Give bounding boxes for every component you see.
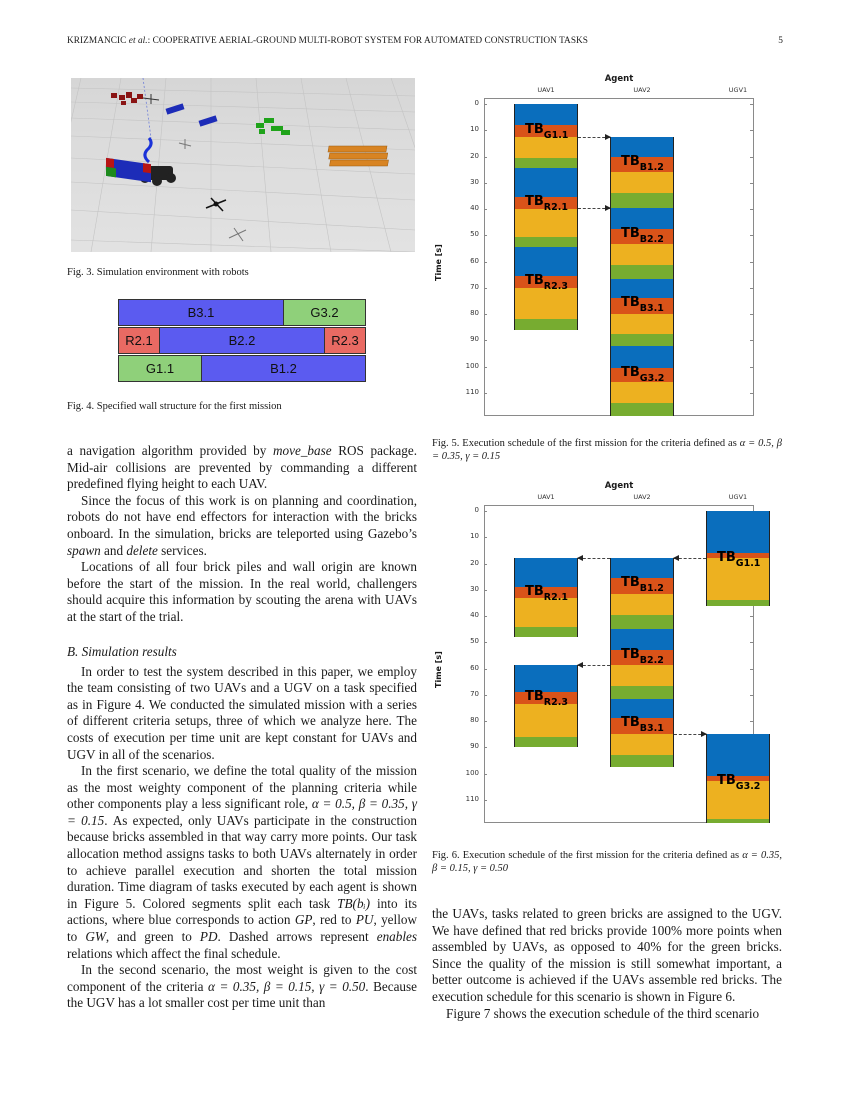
y-tick-label: 30	[470, 177, 479, 186]
segment-pd	[611, 686, 673, 699]
y-tick-label: 0	[474, 506, 479, 514]
y-tick-label: 10	[470, 532, 479, 541]
enables-arrow	[674, 558, 706, 559]
task-label: $TB_{G1.1}$	[525, 122, 569, 141]
y-tick-mark-right	[750, 288, 753, 289]
fig6-chart	[430, 481, 790, 831]
y-tick-label: 60	[470, 663, 479, 672]
y-tick-mark	[484, 695, 487, 696]
task-block-g1-1	[514, 104, 578, 168]
brick-r2-3: R2.3	[324, 327, 366, 354]
task-label: $TB_{R2.1}$	[525, 194, 568, 214]
task-label: $TB_{G1.1}$	[717, 550, 761, 569]
segment-pd	[611, 755, 673, 767]
arrowhead-icon	[673, 555, 679, 561]
y-tick-label: 90	[470, 335, 479, 344]
fig3-simulation-image	[71, 78, 415, 252]
y-tick-label: 100	[465, 361, 479, 370]
y-tick-mark-right	[750, 157, 753, 158]
y-tick-label: 20	[470, 558, 479, 567]
paragraph: Since the focus of this work is on planning and coordination, robots do not have end effectors for interaction with the bricks onboard. In the simulation, bricks are teleported using Gazebo’s spawn and delete services.	[67, 492, 417, 558]
right-column-text	[432, 906, 782, 1022]
fig5-chart	[430, 74, 790, 424]
y-tick-mark-right	[750, 235, 753, 236]
y-tick-mark	[484, 616, 487, 617]
paragraph: Figure 7 shows the execution schedule of the third scenario	[446, 1005, 760, 1021]
task-label: $TB_{B1.2}$	[621, 574, 664, 594]
y-tick-mark	[484, 747, 487, 748]
brick-b1-2: B1.2	[201, 355, 366, 382]
segment-gw	[611, 665, 673, 686]
enables-arrow	[578, 558, 610, 559]
y-tick-mark	[484, 774, 487, 775]
y-tick-label: 50	[470, 637, 479, 646]
segment-gw	[611, 314, 673, 334]
task-label: $TB_{G3.2}$	[717, 773, 761, 793]
y-tick-mark	[484, 590, 487, 591]
segment-gp	[515, 558, 577, 587]
task-block-g3-2	[706, 734, 770, 823]
segment-pd	[611, 265, 673, 278]
brick-g3-2: G3.2	[283, 299, 366, 326]
segment-pd	[515, 627, 577, 638]
paragraph: Locations of all four brick piles and wall origin are known before the start of the mission. In the real world, challengers should acquire this information by scouting the arena with UAVs at the start of the trial.	[67, 559, 417, 624]
y-tick-mark	[484, 130, 487, 131]
y-tick-mark-right	[750, 183, 753, 184]
y-axis-label: Time [s]	[434, 651, 443, 688]
y-tick-mark	[484, 104, 487, 105]
y-tick-mark-right	[750, 616, 753, 617]
fig4-wall-structure	[118, 299, 366, 383]
task-label: $TB_{B2.2}$	[621, 225, 664, 245]
y-tick-mark-right	[750, 669, 753, 670]
y-tick-mark	[484, 642, 487, 643]
segment-gw	[611, 594, 673, 615]
y-tick-label: 70	[470, 282, 479, 291]
y-tick-mark-right	[750, 695, 753, 696]
task-block-b1-2	[610, 137, 674, 208]
enables-arrow	[578, 137, 610, 138]
y-tick-mark-right	[750, 130, 753, 131]
task-block-r2-1	[514, 168, 578, 247]
x-axis-title: Agent	[604, 74, 634, 84]
y-tick-label: 90	[470, 742, 479, 751]
segment-gw	[611, 734, 673, 755]
task-block-r2-3	[514, 665, 578, 748]
task-label: $TB_{B1.2}$	[621, 153, 664, 173]
y-tick-mark-right	[750, 209, 753, 210]
y-tick-mark	[484, 537, 487, 538]
task-label: $TB_{R2.3}$	[525, 272, 568, 292]
task-block-b3-1	[610, 699, 674, 767]
y-tick-mark-right	[750, 367, 753, 368]
arrowhead-icon	[577, 555, 583, 561]
y-tick-mark-right	[750, 642, 753, 643]
agent-label-ugv1: UGV1	[728, 86, 748, 94]
y-tick-mark	[484, 367, 487, 368]
y-tick-mark	[484, 669, 487, 670]
segment-gw	[611, 172, 673, 193]
brick-b3-1: B3.1	[118, 299, 284, 326]
enables-arrow	[578, 208, 610, 209]
segment-pd	[611, 193, 673, 207]
agent-label-ugv1: UGV1	[728, 493, 748, 501]
paragraph: In the second scenario, the most weight is given to the cost component of the criteria α = 0.35, β = 0.15, γ = 0.50. Because the UGV has a lot smaller cost per time unit than	[67, 962, 418, 1011]
y-tick-label: 110	[465, 794, 479, 803]
segment-pd	[707, 819, 769, 823]
task-block-r2-3	[514, 247, 578, 330]
y-tick-label: 60	[470, 256, 479, 265]
y-tick-label: 40	[470, 204, 479, 212]
task-block-b2-2	[610, 629, 674, 699]
task-label: $TB_{B3.1}$	[621, 715, 664, 735]
gazebo-scene-illustration	[71, 78, 415, 252]
paragraph: In the first scenario, we define the total quality of the mission as the most weighty component of the planning criteria while other components play a less significant role, α = 0.5, β = 0.35, γ = 0.15. As expected, only UAVs participate in the construction because bricks assembled in that way carry more points. Our task allocation method assigns tasks to both UAVs alternately in order to achieve parallel execution and shorten the total mission duration. Time diagram of tasks executed by each agent is shown in Figure 5. Colored segments split each task TB(bᵢ) into its actions, where blue corresponds to action GP, red to PU, yellow to GW, and green to PD. Dashed arrows represent enables relations which affect the final schedule.	[67, 763, 418, 961]
paragraph: a navigation algorithm provided by move_base ROS package. Mid-air collisions are prevented by commanding a different predefined flying height to each UAV.	[67, 443, 417, 492]
enables-arrow	[578, 665, 610, 666]
y-tick-mark-right	[750, 314, 753, 315]
y-tick-mark	[484, 209, 487, 210]
y-tick-label: 100	[465, 768, 479, 777]
x-axis-title: Agent	[604, 481, 634, 491]
y-tick-mark-right	[750, 340, 753, 341]
y-tick-label: 80	[470, 309, 479, 317]
running-head	[67, 36, 783, 46]
segment-pd	[611, 615, 673, 629]
page-number: 5	[778, 36, 783, 46]
arrowhead-icon	[605, 205, 611, 211]
task-block-b3-1	[610, 279, 674, 346]
segment-gp	[515, 168, 577, 197]
task-label: $TB_{G3.2}$	[621, 364, 665, 384]
task-label: $TB_{R2.3}$	[525, 689, 568, 709]
paragraph: In order to test the system described in this paper, we employ the team consisting of two UAVs and a UGV on a task specified as in Figure 4. We conducted the simulated mission with a series of different criteria setups, three of which we analyze here. The costs of execution per time unit are kept constant for UAVs and UGV in all of the scenarios.	[67, 663, 417, 762]
brick-b2-2: B2.2	[159, 327, 325, 354]
y-tick-mark-right	[750, 104, 753, 105]
y-tick-mark	[484, 262, 487, 263]
y-tick-mark	[484, 721, 487, 722]
y-tick-label: 80	[470, 716, 479, 724]
brick-r2-1: R2.1	[118, 327, 160, 354]
arrowhead-icon	[577, 662, 583, 668]
segment-pd	[611, 403, 673, 416]
segment-gp	[707, 734, 769, 776]
left-column-text	[67, 443, 417, 1012]
segment-pd	[515, 237, 577, 248]
segment-pd	[707, 600, 769, 605]
y-tick-mark-right	[750, 393, 753, 394]
y-tick-mark	[484, 393, 487, 394]
y-tick-mark	[484, 314, 487, 315]
segment-gw	[515, 704, 577, 737]
fig3-caption: Fig. 3. Simulation environment with robots	[67, 267, 249, 278]
segment-gw	[611, 382, 673, 403]
y-tick-mark	[484, 340, 487, 341]
task-block-g3-2	[610, 346, 674, 417]
enables-arrow	[674, 734, 706, 735]
segment-pd	[515, 158, 577, 169]
segment-gp	[515, 665, 577, 693]
y-tick-label: 50	[470, 230, 479, 239]
y-tick-mark-right	[750, 721, 753, 722]
running-title: KRIZMANCIC et al.: COOPERATIVE AERIAL-GROUND MULTI-ROBOT SYSTEM FOR AUTOMATED CONSTRUCTION TASKS	[67, 36, 589, 46]
y-tick-mark	[484, 235, 487, 236]
y-tick-label: 20	[470, 151, 479, 160]
fig5-caption: Fig. 5. Execution schedule of the first mission for the criteria defined as α = 0.5, β = 0.35, γ = 0.15	[432, 438, 782, 462]
arrowhead-icon	[605, 134, 611, 140]
task-block-r2-1	[514, 558, 578, 637]
task-label: $TB_{B3.1}$	[621, 295, 664, 315]
task-block-b1-2	[610, 558, 674, 629]
task-label: $TB_{R2.1}$	[525, 584, 568, 604]
task-label: $TB_{B2.2}$	[621, 647, 664, 667]
y-tick-mark	[484, 800, 487, 801]
agent-label-uav1: UAV1	[537, 86, 555, 94]
y-axis-label: Time [s]	[434, 244, 443, 281]
brick-g1-1: G1.1	[118, 355, 202, 382]
paragraph: the UAVs, tasks related to green bricks are assigned to the UGV. We have defined that red bricks provide 100% more points when assembled by UAVs, as opposed to 40% for the green bricks. Since the quality of the mission is still somewhat important, a better outcome is achieved if the UAVs assemble red bricks. The execution schedule for this scenario is shown in Figure 6.	[432, 906, 782, 1004]
y-tick-label: 40	[470, 611, 479, 619]
y-tick-mark	[484, 511, 487, 512]
segment-pd	[515, 737, 577, 748]
agent-label-uav2: UAV2	[633, 493, 651, 501]
y-tick-label: 10	[470, 125, 479, 134]
y-tick-label: 30	[470, 584, 479, 593]
arrowhead-icon	[701, 731, 707, 737]
segment-pd	[611, 334, 673, 346]
segment-pd	[515, 319, 577, 330]
fig4-caption: Fig. 4. Specified wall structure for the first mission	[67, 401, 282, 412]
y-tick-label: 70	[470, 689, 479, 698]
segment-gp	[707, 511, 769, 553]
segment-gw	[515, 288, 577, 320]
y-tick-label: 0	[474, 99, 479, 107]
y-tick-mark	[484, 564, 487, 565]
y-tick-mark	[484, 288, 487, 289]
segment-gw	[611, 244, 673, 265]
task-block-g1-1	[706, 511, 770, 606]
agent-label-uav1: UAV1	[537, 493, 555, 501]
agent-label-uav2: UAV2	[633, 86, 651, 94]
y-tick-mark	[484, 183, 487, 184]
y-tick-label: 110	[465, 387, 479, 396]
y-tick-mark-right	[750, 262, 753, 263]
section-heading: B. Simulation results	[67, 643, 177, 659]
segment-gp	[515, 247, 577, 276]
task-block-b2-2	[610, 208, 674, 279]
y-tick-mark	[484, 157, 487, 158]
fig6-caption: Fig. 6. Execution schedule of the first mission for the criteria defined as α = 0.35, β = 0.15, γ = 0.50	[432, 850, 782, 874]
